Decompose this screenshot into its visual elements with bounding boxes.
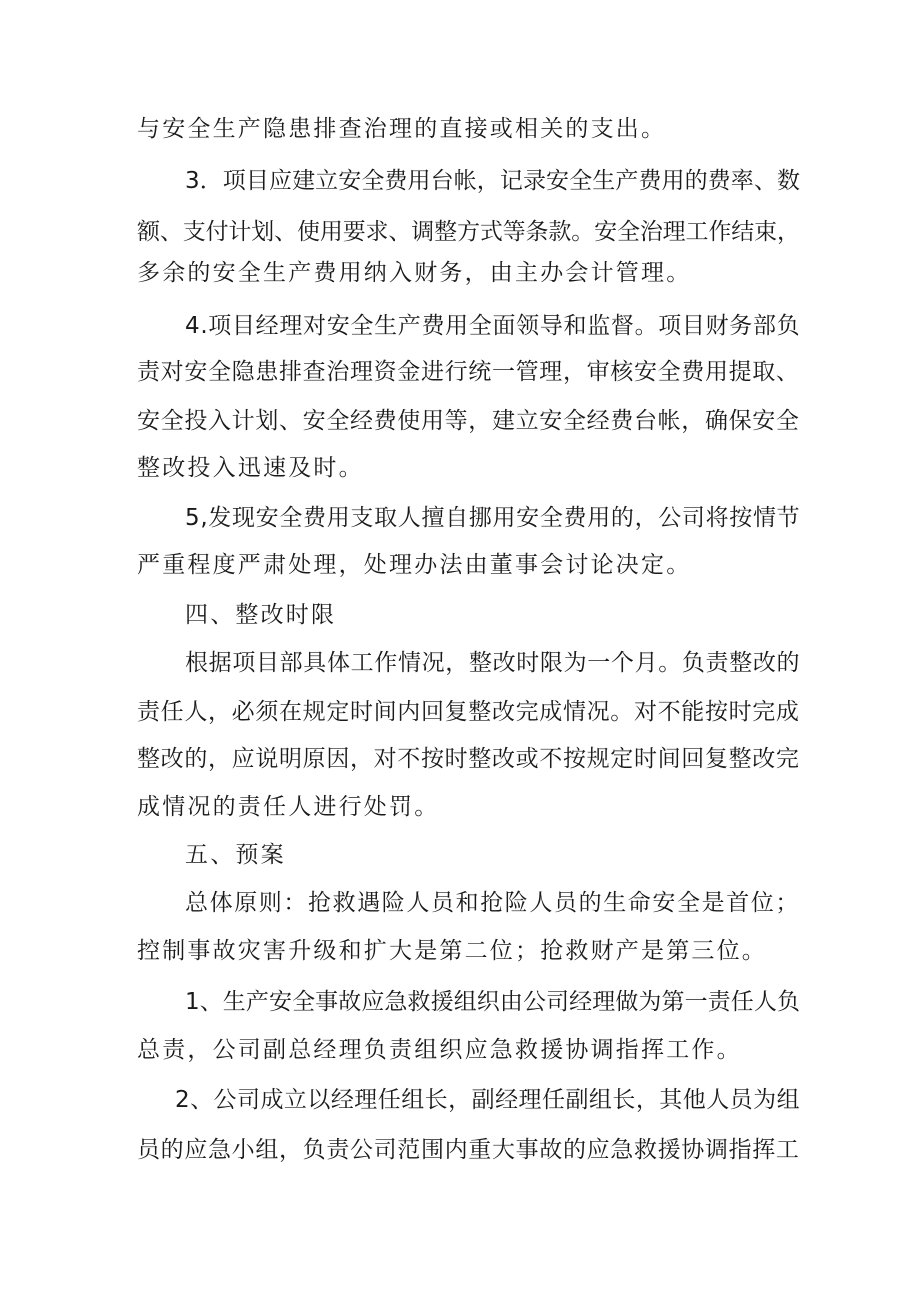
paragraph-line: 5,发现安全费用支取人擅自挪用安全费用的，公司将按情节 bbox=[185, 505, 801, 531]
paragraph-line: 总体原则：抢救遇险人员和抢险人员的生命安全是首位； bbox=[185, 890, 800, 916]
section-heading: 五、预案 bbox=[185, 842, 286, 868]
paragraph-line: 1、生产安全事故应急救援组织由公司经理做为第一责任人负 bbox=[185, 989, 801, 1015]
paragraph-line: 总责，公司副总经理负责组织应急救援协调指挥工作。 bbox=[137, 1037, 742, 1063]
paragraph-line: 责任人，必须在规定时间内回复整改完成情况。对不能按时完成 bbox=[137, 699, 800, 725]
paragraph-line: 整改的，应说明原因，对不按时整改或不按规定时间回复整改完 bbox=[137, 746, 800, 772]
paragraph-line: 员的应急小组，负责公司范围内重大事故的应急救援协调指挥工 bbox=[137, 1137, 800, 1163]
paragraph-line: 额、支付计划、使用要求、调整方式等条款。安全治理工作结束， bbox=[137, 219, 800, 245]
paragraph-line: 4.项目经理对安全生产费用全面领导和监督。项目财务部负 bbox=[185, 313, 801, 339]
paragraph-line: 责对安全隐患排查治理资金进行统一管理，审核安全费用提取、 bbox=[137, 359, 800, 385]
paragraph-line: 成情况的责任人进行处罚。 bbox=[137, 794, 440, 820]
paragraph-line: 根据项目部具体工作情况，整改时限为一个月。负责整改的 bbox=[185, 650, 801, 676]
paragraph-line: 2、公司成立以经理任组长，副经理任副组长，其他人员为组 bbox=[175, 1087, 801, 1113]
paragraph-line: 安全投入计划、安全经费使用等，建立安全经费台帐，确保安全 bbox=[137, 408, 800, 434]
paragraph-line: 控制事故灾害升级和扩大是第二位；抢救财产是第三位。 bbox=[137, 938, 767, 964]
paragraph-line: 多余的安全生产费用纳入财务，由主办会计管理。 bbox=[137, 260, 692, 286]
paragraph-line: 与安全生产隐患排查治理的直接或相关的支出。 bbox=[137, 116, 667, 142]
paragraph-line: 整改投入迅速及时。 bbox=[137, 455, 364, 481]
paragraph-line: 3．项目应建立安全费用台帐，记录安全生产费用的费率、数 bbox=[185, 168, 801, 194]
section-heading: 四、整改时限 bbox=[185, 602, 337, 628]
paragraph-line: 严重程度严肃处理，处理办法由董事会讨论决定。 bbox=[137, 552, 692, 578]
